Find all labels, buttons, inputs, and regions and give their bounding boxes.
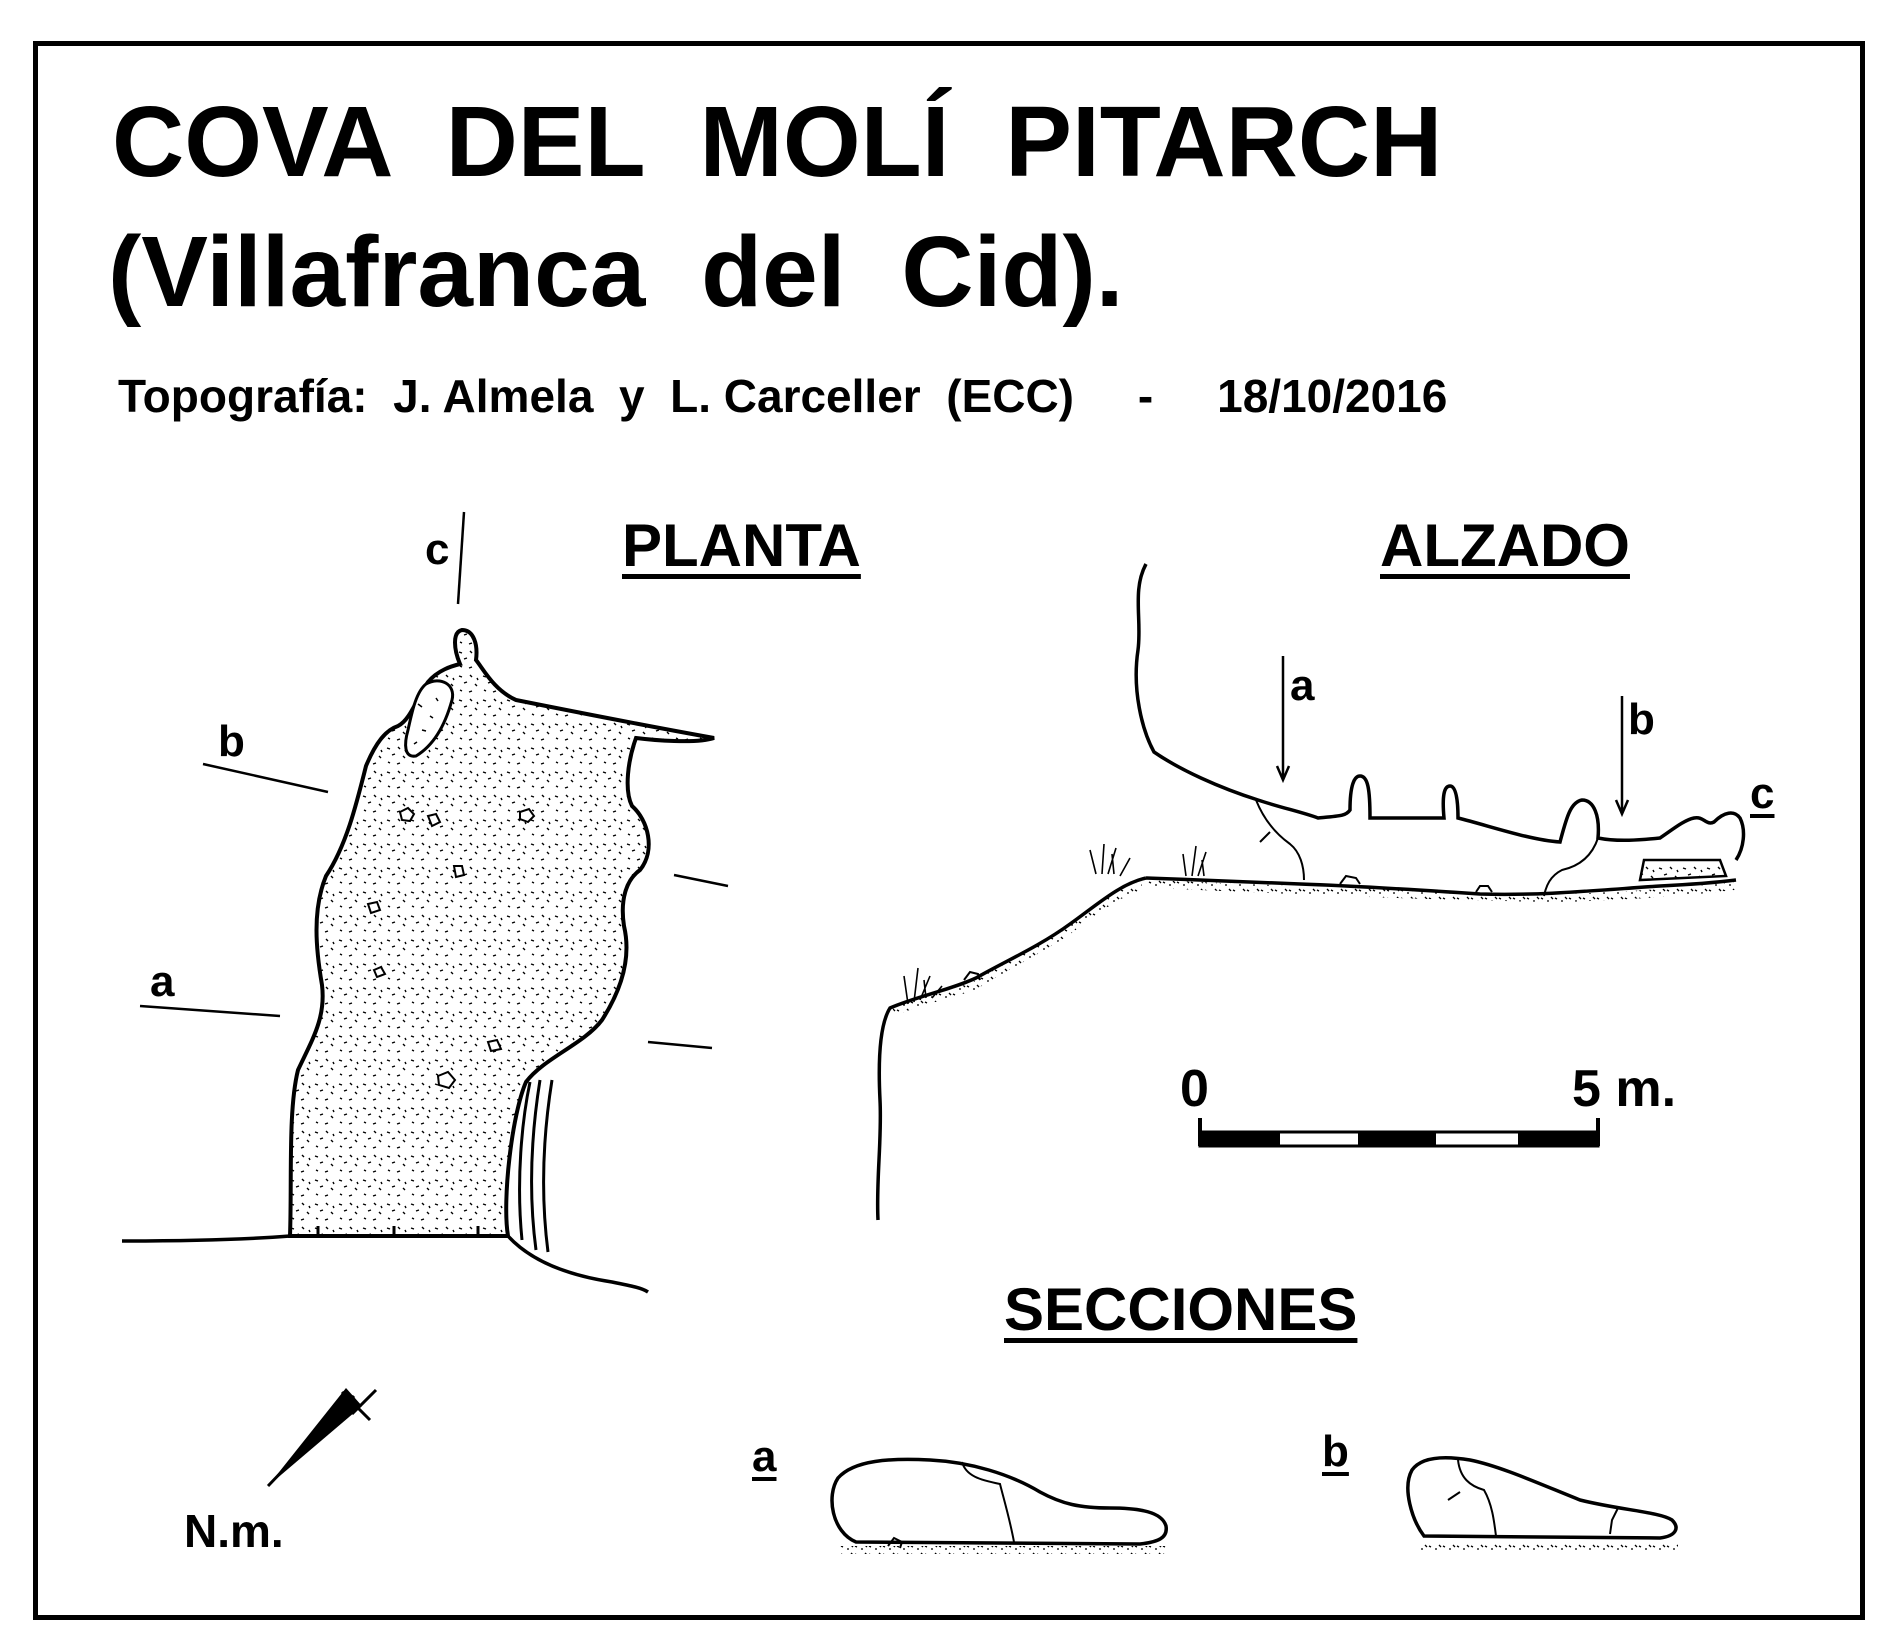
scale-end-label: 5 m.: [1572, 1060, 1677, 1118]
elevation-marker-b: b: [1628, 695, 1655, 744]
plan-cut-line-b-right: [674, 875, 728, 886]
plan-cut-line-a: [140, 1006, 280, 1016]
plan-cut-line-a-right: [648, 1042, 712, 1048]
section-label-a: a: [752, 1432, 777, 1481]
north-label: N.m.: [184, 1505, 284, 1557]
scale-bar: [1200, 1118, 1598, 1146]
elevation-grass: [904, 844, 1206, 1004]
elevation-marker-a: a: [1290, 661, 1315, 710]
elevation-marker-c: c: [1750, 769, 1775, 818]
section-a-profile: [832, 1459, 1168, 1550]
plan-marker-b: b: [218, 717, 245, 766]
plan-flowstone-bands: [520, 1080, 552, 1252]
plan-cave-outline: [290, 630, 714, 1236]
title-line-1: COVA DEL MOLÍ PITARCH: [112, 86, 1443, 198]
secciones-heading: SECCIONES: [1004, 1276, 1358, 1343]
scale-start-label: 0: [1180, 1060, 1209, 1118]
plan-cut-line-b: [203, 764, 328, 792]
plan-marker-c: c: [425, 525, 450, 574]
elevation-boulder: [1640, 860, 1726, 880]
elevation-section-arrows: [1277, 656, 1628, 814]
plan-cut-line-c: [458, 512, 464, 604]
section-label-b: b: [1322, 1427, 1349, 1476]
alzado-heading: ALZADO: [1380, 512, 1630, 579]
elevation-exterior-slope: [878, 878, 1146, 1220]
plan-view: [122, 512, 728, 1292]
title-line-2: (Villafranca del Cid).: [108, 216, 1124, 328]
survey-credits: Topografía: J. Almela y L. Carceller (ECC) - 18/10/2016: [118, 370, 1448, 422]
planta-heading: PLANTA: [622, 512, 861, 579]
plan-marker-a: a: [150, 957, 175, 1006]
north-arrow-icon: [268, 1388, 376, 1486]
section-b-profile: [1408, 1458, 1678, 1546]
plan-entrance-ground: [122, 1236, 648, 1292]
